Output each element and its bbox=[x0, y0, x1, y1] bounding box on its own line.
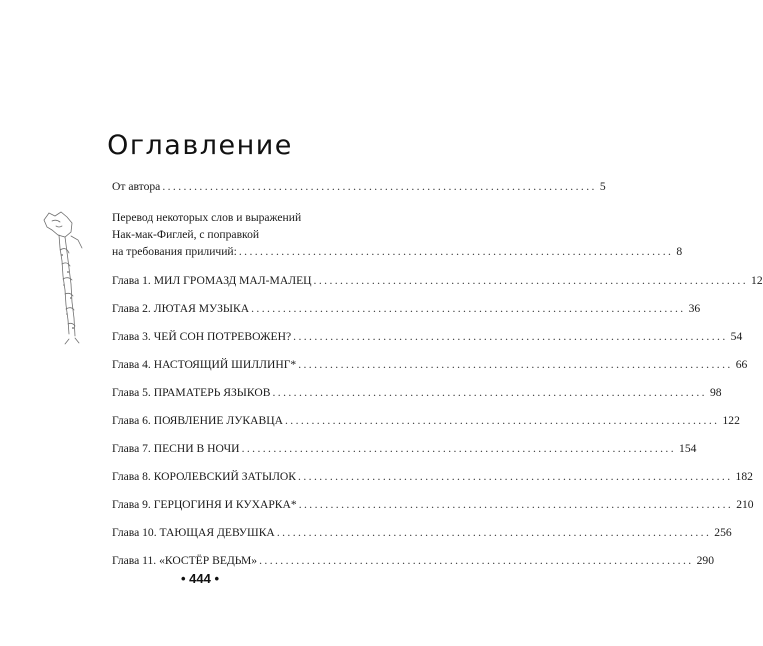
toc-entry-chapter-2[interactable] bbox=[112, 300, 701, 317]
toc-entry-first-line: Перевод некоторых слов и выражений bbox=[112, 211, 302, 224]
toc-entry-chapter-10[interactable] bbox=[112, 524, 732, 541]
toc-entry-label: Глава 7. ПЕСНИ В НОЧИ bbox=[112, 442, 240, 455]
pictsie-sketch-illustration bbox=[38, 206, 88, 346]
toc-row bbox=[112, 243, 683, 260]
toc-entry-author[interactable] bbox=[112, 178, 606, 195]
toc-page-number: 122 bbox=[722, 414, 740, 427]
toc-page-number: 98 bbox=[709, 386, 722, 399]
toc-row bbox=[112, 272, 763, 289]
toc-entry-glossary[interactable] bbox=[112, 209, 683, 260]
toc-entry-label: Глава 11. «КОСТЁР ВЕДЬМ» bbox=[112, 554, 258, 567]
toc-page-number: 182 bbox=[735, 470, 753, 483]
toc-entry-label: Глава 1. МИЛ ГРОМАЗД МАЛ-МАЛЕЦ bbox=[112, 274, 312, 287]
toc-page-number: 256 bbox=[714, 526, 732, 539]
toc-row bbox=[112, 440, 697, 457]
toc-entry-second-line: Нак-мак-Фиглей, с поправкой bbox=[112, 228, 260, 241]
toc-entry-label: Глава 5. ПРАМАТЕРЬ ЯЗЫКОВ bbox=[112, 386, 271, 399]
dot-leader: .................................................................................. bbox=[284, 414, 720, 427]
toc-entry-chapter-1[interactable] bbox=[112, 272, 763, 289]
page-title: Оглавление bbox=[107, 130, 293, 161]
toc-entry-chapter-3[interactable] bbox=[112, 328, 743, 345]
dot-leader: .................................................................................. bbox=[162, 180, 597, 193]
dot-leader: .................................................................................. bbox=[298, 470, 733, 483]
toc-entry-label: Глава 10. ТАЮЩАЯ ДЕВУШКА bbox=[112, 526, 275, 539]
toc-row bbox=[112, 384, 722, 401]
toc-page-number: 54 bbox=[730, 330, 743, 343]
dot-leader: .................................................................................. bbox=[313, 274, 749, 287]
toc-row bbox=[112, 412, 740, 429]
toc-row bbox=[112, 328, 743, 345]
toc-entry-chapter-4[interactable] bbox=[112, 356, 748, 373]
toc-entry-label: Глава 6. ПОЯВЛЕНИЕ ЛУКАВЦА bbox=[112, 414, 283, 427]
dot-leader: .................................................................................. bbox=[293, 330, 728, 343]
toc-entry-label: От автора bbox=[112, 180, 161, 193]
toc-row bbox=[112, 356, 748, 373]
toc-entry-chapter-8[interactable] bbox=[112, 468, 753, 485]
toc-entry-label: Глава 2. ЛЮТАЯ МУЗЫКА bbox=[112, 302, 250, 315]
dot-leader: .................................................................................. bbox=[259, 554, 694, 567]
toc-page-number: 5 bbox=[599, 180, 606, 193]
toc-page-number: 66 bbox=[735, 358, 748, 371]
dot-leader: .................................................................................. bbox=[238, 245, 674, 258]
toc-row bbox=[112, 178, 606, 195]
toc-entry-label: Глава 8. КОРОЛЕВСКИЙ ЗАТЫЛОК bbox=[112, 470, 297, 483]
toc-entry-chapter-9[interactable] bbox=[112, 496, 754, 513]
toc-entry-label: Глава 3. ЧЕЙ СОН ПОТРЕВОЖЕН? bbox=[112, 330, 292, 343]
toc-page-number: 8 bbox=[676, 245, 683, 258]
toc-entry-chapter-6[interactable] bbox=[112, 412, 740, 429]
dot-leader: .................................................................................. bbox=[298, 498, 734, 511]
dot-leader: .................................................................................. bbox=[298, 358, 733, 371]
toc-row bbox=[112, 300, 701, 317]
toc-page-number: 290 bbox=[696, 554, 714, 567]
toc-row bbox=[112, 524, 732, 541]
toc-row bbox=[112, 496, 754, 513]
toc-page-number: 210 bbox=[736, 498, 754, 511]
dot-leader: .................................................................................. bbox=[241, 442, 677, 455]
toc-entry-label: Глава 9. ГЕРЦОГИНЯ И КУХАРКА* bbox=[112, 498, 297, 511]
toc-entry-label: Глава 4. НАСТОЯЩИЙ ШИЛЛИНГ* bbox=[112, 358, 297, 371]
toc-entry-chapter-5[interactable] bbox=[112, 384, 722, 401]
toc-entry-label: на требования приличий: bbox=[112, 245, 237, 258]
toc-row bbox=[112, 552, 714, 569]
toc-row bbox=[112, 468, 753, 485]
toc-entry-chapter-11[interactable] bbox=[112, 552, 714, 569]
toc-page-number: 154 bbox=[679, 442, 697, 455]
page-number: • 444 • bbox=[180, 571, 220, 586]
dot-leader: .................................................................................. bbox=[276, 526, 712, 539]
toc-page-number: 36 bbox=[688, 302, 701, 315]
table-of-contents bbox=[112, 178, 763, 569]
toc-entry-chapter-7[interactable] bbox=[112, 440, 697, 457]
dot-leader: .................................................................................. bbox=[251, 302, 686, 315]
dot-leader: .................................................................................. bbox=[272, 386, 707, 399]
toc-page-number: 12 bbox=[751, 274, 763, 287]
